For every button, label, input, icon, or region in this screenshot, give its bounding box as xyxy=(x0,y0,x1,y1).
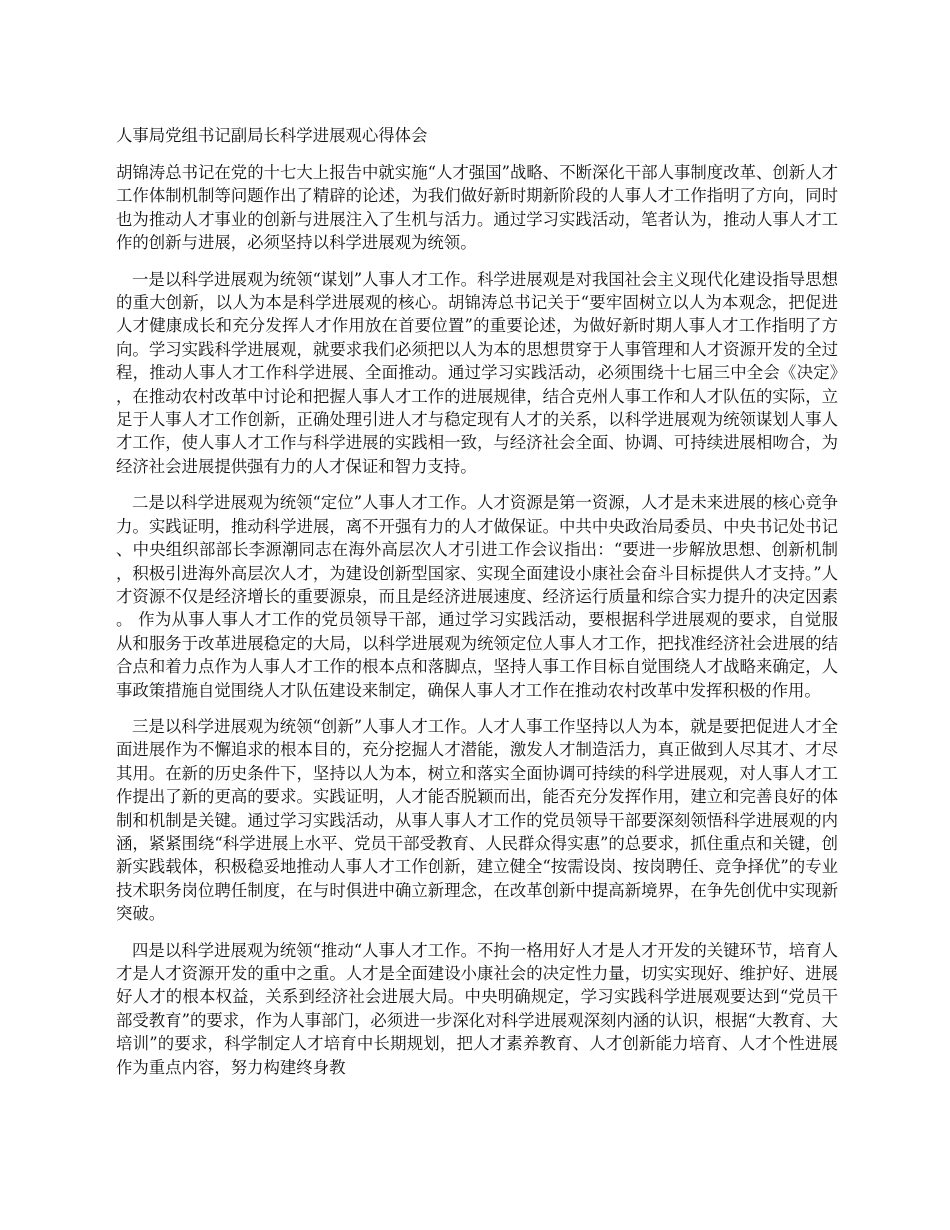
document-page xyxy=(116,124,838,1092)
paragraph-point-three: 三是以科学进展观为统领“创新”人事人才工作。人才人事工作坚持以人为本，就是要把促进人才全面进展作为不懈追求的根本目的，充分挖掘人才潜能，激发人才制造活力，真正做到人尽其才、才尽其用。在新的历史条件下，坚持以人为本，树立和落实全面协调可持续的科学进展观，对人事人才工作提出了新的更高的要求。实践证明，人才能否脱颖而出，能否充分发挥作用，建立和完善良好的体制和机制是关键。通过学习实践活动，从事人事人才工作的党员领导干部要深刻领悟科学进展观的内涵，紧紧围绕“科学进展上水平、党员干部受教育、人民群众得实惠”的总要求，抓住重点和关键，创新实践载体，积极稳妥地推动人事人才工作创新，建立健全“按需设岗、按岗聘任、竞争择优”的专业技术职务岗位聘任制度，在与时俱进中确立新理念，在改革创新中提高新境界，在争先创优中实现新突破。 xyxy=(116,716,838,924)
paragraph-point-two: 二是以科学进展观为统领“定位”人事人才工作。人才资源是第一资源，人才是未来进展的核心竞争力。实践证明，推动科学进展，离不开强有力的人才做保证。中共中央政治局委员、中央书记处书记、中央组织部部长李源潮同志在海外高层次人才引进工作会议指出：“要进一步解放思想、创新机制，积极引进海外高层次人才，为建设创新型国家、实现全面建设小康社会奋斗目标提供人才支持。”人才资源不仅是经济增长的重要源泉，而且是经济进展速度、经济运行质量和综合实力提升的决定因素。 作为从事人事人才工作的党员领导干部，通过学习实践活动，要根据科学进展观的要求，自觉服从和服务于改革进展稳定的大局，以科学进展观为统领定位人事人才工作，把找准经济社会进展的结合点和着力点作为人事人才工作的根本点和落脚点，坚持人事工作目标自觉围绕人才战略来确定，人事政策措施自觉围绕人才队伍建设来制定，确保人事人才工作在推动农村改革中发挥积极的作用。 xyxy=(116,493,838,700)
document-title: 人事局党组书记副局长科学进展观心得体会 xyxy=(116,126,428,145)
paragraph-point-four: 四是以科学进展观为统领“推动“人事人才工作。不拘一格用好人才是人才开发的关键环节，培育人才是人才资源开发的重中之重。人才是全面建设小康社会的决定性力量，切实实现好、维护好、进展好人才的根本权益，关系到经济社会进展大局。中央明确规定，学习实践科学进展观要达到“党员干部受教育”的要求，作为人事部门，必须进一步深化对科学进展观深刻内涵的认识，根据“大教育、大培训”的要求，科学制定人才培育中长期规划，把人才素养教育、人才创新能力培育、人才个性进展作为重点内容，努力构建终身教 xyxy=(116,940,838,1077)
paragraph-point-one: 一是以科学进展观为统领“谋划”人事人才工作。科学进展观是对我国社会主义现代化建设指导思想的重大创新，以人为本是科学进展观的核心。胡锦涛总书记关于“要牢固树立以人为本观念，把促进人才健康成长和充分发挥人才作用放在首要位置”的重要论述，为做好新时期人事人才工作指明了方向。学习实践科学进展观，就要求我们必须把以人为本的思想贯穿于人事管理和人才资源开发的全过程，推动人事人才工作科学进展、全面推动。通过学习实践活动，必须围绕十七届三中全会《决定》，在推动农村改革中讨论和把握人事人才工作的进展规律，结合克州人事工作和人才队伍的实际，立足于人事人才工作创新，正确处理引进人才与稳定现有人才的关系，以科学进展观为统领谋划人事人才工作，使人事人才工作与科学进展的实践相一致，与经济社会全面、协调、可持续进展相吻合，为经济社会进展提供强有力的人才保证和智力支持。 xyxy=(116,269,838,476)
paragraph-intro: 胡锦涛总书记在党的十七大上报告中就实施“人才强国”战略、不断深化干部人事制度改革、创新人才工作体制机制等问题作出了精辟的论述，为我们做好新时期新阶段的人事人才工作指明了方向，同时也为推动人才事业的创新与进展注入了生机与活力。通过学习实践活动，笔者认为，推动人事人才工作的创新与进展，必须坚持以科学进展观为统领。 xyxy=(116,163,838,253)
